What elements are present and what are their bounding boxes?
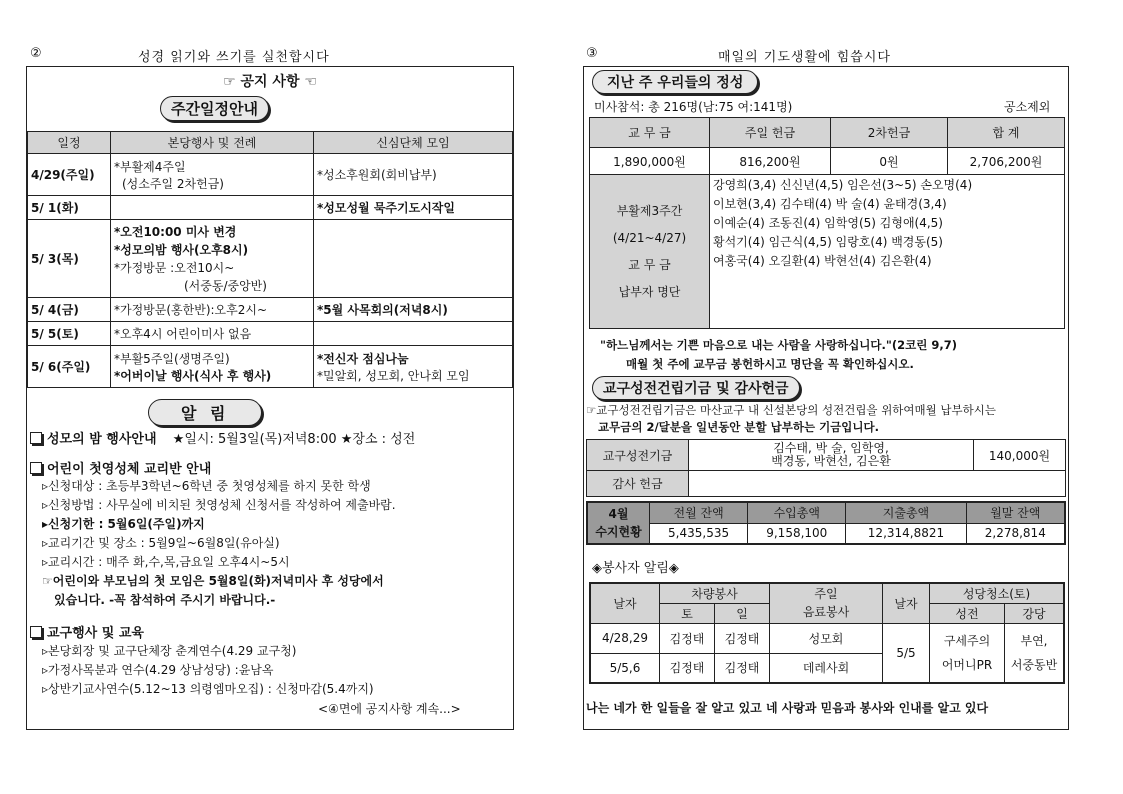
offering-value: 2,706,200원	[948, 148, 1065, 175]
vol-hall	[1005, 623, 1065, 683]
finance-value: 2,278,814	[966, 523, 1065, 544]
square-bullet-icon	[30, 462, 42, 474]
vol-drink: 성모회	[770, 623, 883, 653]
vol-header-car: 차량봉사	[660, 583, 770, 603]
schedule-date: 5/ 4(금)	[28, 298, 111, 322]
continued-note: <④면에 공지사항 계속...>	[318, 702, 461, 716]
finance-label-line: 4월	[608, 507, 629, 521]
schedule-date: 5/ 5(토)	[28, 322, 111, 346]
finance-header: 수입총액	[748, 502, 846, 523]
page-header-right: 매일의 기도생활에 힘씁시다	[718, 50, 891, 65]
vol-header-clean: 성당청소(토)	[930, 583, 1065, 603]
finance-header: 전월 잔액	[650, 502, 748, 523]
vol-row	[590, 623, 1064, 653]
finance-header: 지출총액	[846, 502, 966, 523]
offering-title-badge	[592, 70, 758, 94]
vol-header-sun: 일	[715, 603, 770, 623]
page-number-right: ③	[586, 46, 598, 61]
schedule-date: 4/29(주일)	[28, 154, 111, 196]
section-2-line: ▹신청방법 : 사무실에 비치된 첫영성체 신청서를 작성하여 제출바람.	[42, 498, 396, 512]
schedule-events	[111, 196, 314, 220]
event-line: *가정방문 :오전10시~	[114, 260, 235, 275]
schedule-header-date: 일정	[28, 132, 111, 154]
tithe-label-line: 부활제3주간	[616, 203, 683, 218]
building-title: 교구성전건립기금 및 감사헌금	[592, 376, 800, 400]
offering-header: 2차헌금	[831, 118, 948, 148]
vol-date: 4/28,29	[590, 623, 660, 653]
section-2-note: ☞어린이와 부모님의 첫 모임은 5월8일(화)저녁미사 후 성당에서	[42, 574, 384, 588]
building-table	[586, 439, 1066, 497]
building-names	[689, 440, 974, 471]
vol-sat: 김정태	[660, 653, 715, 683]
section-3-line: ▹가정사목분과 연수(4.29 상남성당) :윤남옥	[42, 663, 274, 677]
section-2-title: 어린이 첫영성체 교리반 안내	[47, 462, 212, 477]
schedule-groups	[314, 220, 513, 298]
tithe-names-line: 강영희(3,4) 신신년(4,5) 임은선(3~5) 손오명(4)	[713, 178, 973, 192]
page-header-left: 성경 읽기와 쓰기를 실천합시다	[138, 50, 330, 65]
tithe-label-line: 납부자 명단	[618, 284, 681, 299]
vol-header-sanctuary: 성전	[930, 603, 1005, 623]
vol-date: 5/5,6	[590, 653, 660, 683]
section-1-title: 성모의 밤 행사안내	[47, 432, 157, 447]
event-line: *부활5주일(생명주일)	[114, 351, 230, 366]
schedule-date: 5/ 3(목)	[28, 220, 111, 298]
schedule-date: 5/ 1(화)	[28, 196, 111, 220]
volunteer-table	[589, 582, 1065, 684]
event-line: *부활제4주일	[114, 159, 186, 174]
vol-header-hall: 강당	[1005, 603, 1065, 623]
vol-header-date: 날자	[590, 583, 660, 623]
offering-header: 교 무 금	[590, 118, 710, 148]
schedule-groups	[314, 346, 513, 388]
vol-sun: 김정태	[715, 653, 770, 683]
volunteer-title: ◈봉사자 알림◈	[592, 561, 679, 576]
page-number-left: ②	[30, 46, 42, 61]
section-1-detail: ★일시: 5월3일(목)저녁8:00 ★장소 : 성전	[172, 432, 416, 447]
event-line: *성모의밤 행사(오후8시)	[114, 242, 249, 257]
section-3-title: 교구행사 및 교육	[47, 626, 144, 641]
group-line: *밀알회, 성모회, 안나회 모임	[317, 368, 470, 383]
vol-header-drink	[770, 583, 883, 623]
vol-sanctuary-line: 구세주의	[943, 633, 991, 648]
building-title-badge	[592, 376, 800, 400]
event-line: *어버이날 행사(식사 후 행사)	[114, 368, 272, 383]
schedule-title: 주간일정안내	[160, 96, 269, 121]
vol-header-drink-line: 주일	[814, 587, 838, 602]
schedule-header-groups: 신심단체 모임	[314, 132, 513, 154]
schedule-groups	[314, 322, 513, 346]
vol-header-sat: 토	[660, 603, 715, 623]
offering-value: 0원	[831, 148, 948, 175]
offering-header: 합 계	[948, 118, 1065, 148]
quote-1: "하느님께서는 기쁜 마음으로 내는 사람을 사랑하십니다."(2코린 9,7)	[600, 338, 957, 352]
event-line: (성소주일 2차헌금)	[122, 176, 224, 191]
schedule-events: *오후4시 어린이미사 없음	[111, 322, 314, 346]
tithe-names	[710, 175, 1065, 329]
vol-hall-line: 서중동반	[1010, 657, 1058, 672]
section-2-title-row	[30, 458, 211, 477]
schedule-row	[28, 322, 513, 346]
vol-date2: 5/5	[883, 623, 930, 683]
attendance-note: 공소제외	[1004, 100, 1051, 114]
schedule-groups: *성모성월 묵주기도시작일	[314, 196, 513, 220]
thanks-value	[689, 471, 1066, 497]
section-2-line: ▹교리시간 : 매주 화,수,목,금요일 오후4시~5시	[42, 555, 290, 569]
building-names-line: 백경동, 박현선, 김은환	[771, 454, 891, 468]
schedule-events	[111, 154, 314, 196]
vol-sun: 김정태	[715, 623, 770, 653]
finance-header: 월말 잔액	[966, 502, 1065, 523]
vol-sat: 김정태	[660, 623, 715, 653]
schedule-date: 5/ 6(주일)	[28, 346, 111, 388]
tithe-names-line: 이예순(4) 조동진(4) 임학영(5) 김형애(4,5)	[713, 216, 943, 230]
square-bullet-icon	[30, 432, 42, 444]
vol-sanctuary-line: 어머니PR	[941, 657, 993, 672]
finance-label	[587, 502, 650, 544]
vol-hall-line: 부연,	[1020, 633, 1048, 648]
tithe-label-line: (4/21~4/27)	[612, 230, 687, 245]
section-3-title-row	[30, 622, 144, 641]
schedule-row	[28, 220, 513, 298]
finance-value: 12,314,8821	[846, 523, 966, 544]
schedule-header-events: 본당행사 및 전례	[111, 132, 314, 154]
footer-verse: 나는 네가 한 일들을 잘 알고 있고 네 사랑과 믿음과 봉사와 인내를 알고 있다	[586, 701, 989, 715]
offering-title: 지난 주 우리들의 정성	[592, 70, 758, 94]
schedule-groups: *5월 사목회의(저녁8시)	[314, 298, 513, 322]
finance-table	[586, 501, 1066, 545]
section-3-line: ▹상반기교사연수(5.12~13 의령엠마오집) : 신청마감(5.4까지)	[42, 682, 374, 696]
offering-table	[589, 117, 1065, 329]
tithe-names-line: 이보현(3,4) 김수태(4) 박 술(4) 윤태경(3,4)	[713, 197, 947, 211]
section-2-line: ▸신청기한 : 5월6일(주일)까지	[42, 517, 205, 531]
vol-sanctuary	[930, 623, 1005, 683]
notice-heading-badge	[148, 399, 262, 426]
section-2-note: 있습니다. -꼭 참석하여 주시기 바랍니다.-	[54, 593, 276, 607]
finance-value: 5,435,535	[650, 523, 748, 544]
vol-header-date2: 날자	[883, 583, 930, 623]
group-line: *전신자 점심나눔	[317, 351, 409, 366]
square-bullet-icon	[30, 626, 42, 638]
tithe-label-line: 교 무 금	[628, 257, 671, 272]
tithe-names-line: 여홍국(4) 오길환(4) 박현선(4) 김은환(4)	[713, 254, 932, 268]
offering-value: 816,200원	[710, 148, 831, 175]
schedule-events	[111, 220, 314, 298]
section-1	[30, 428, 415, 447]
schedule-row	[28, 298, 513, 322]
section-2-line: ▹교리기간 및 장소 : 5월9일~6월8일(유아실)	[42, 536, 280, 550]
notice-title: ☞ 공지 사항 ☜	[223, 74, 317, 90]
vol-header-drink-line: 음료봉사	[802, 605, 850, 620]
building-desc-2: 교무금의 2/달분을 일년동안 분할 납부하는 기금입니다.	[598, 420, 879, 434]
attendance: 미사참석: 총 216명(남:75 여:141명)	[594, 100, 793, 114]
schedule-title-badge	[160, 96, 269, 121]
schedule-events	[111, 346, 314, 388]
vol-drink: 데레사회	[770, 653, 883, 683]
building-label: 교구성전기금	[587, 440, 689, 471]
finance-value: 9,158,100	[748, 523, 846, 544]
section-3-line: ▹본당회장 및 교구단체장 춘계연수(4.29 교구청)	[42, 644, 297, 658]
schedule-row	[28, 154, 513, 196]
building-desc-1: ☞교구성전건립기금은 마산교구 내 신설본당의 성전건립을 위하여매월 납부하시는	[586, 403, 996, 417]
building-names-line: 김수태, 박 술, 임학영,	[773, 441, 889, 455]
tithe-names-line: 황석기(4) 임근식(4,5) 임랑호(4) 백경동(5)	[713, 235, 943, 249]
event-line: *오전10:00 미사 변경	[114, 224, 237, 239]
schedule-row	[28, 346, 513, 388]
schedule-events: *가정방문(홍한반):오후2시~	[111, 298, 314, 322]
thanks-label: 감사 헌금	[587, 471, 689, 497]
quote-2: 매월 첫 주에 교무금 봉헌하시고 명단을 꼭 확인하십시오.	[626, 357, 914, 371]
schedule-row	[28, 196, 513, 220]
offering-header: 주일 헌금	[710, 118, 831, 148]
tithe-label	[590, 175, 710, 329]
schedule-groups: *성소후원회(회비납부)	[314, 154, 513, 196]
event-line: (서중동/중앙반)	[184, 278, 267, 293]
offering-value: 1,890,000원	[590, 148, 710, 175]
building-amount: 140,000원	[974, 440, 1066, 471]
section-2-line: ▹신청대상 : 초등부3학년~6학년 중 첫영성체를 하지 못한 학생	[42, 479, 371, 493]
notice-heading: 알 림	[148, 399, 262, 426]
schedule-table	[27, 131, 513, 388]
finance-label-line: 수지현황	[595, 525, 642, 539]
